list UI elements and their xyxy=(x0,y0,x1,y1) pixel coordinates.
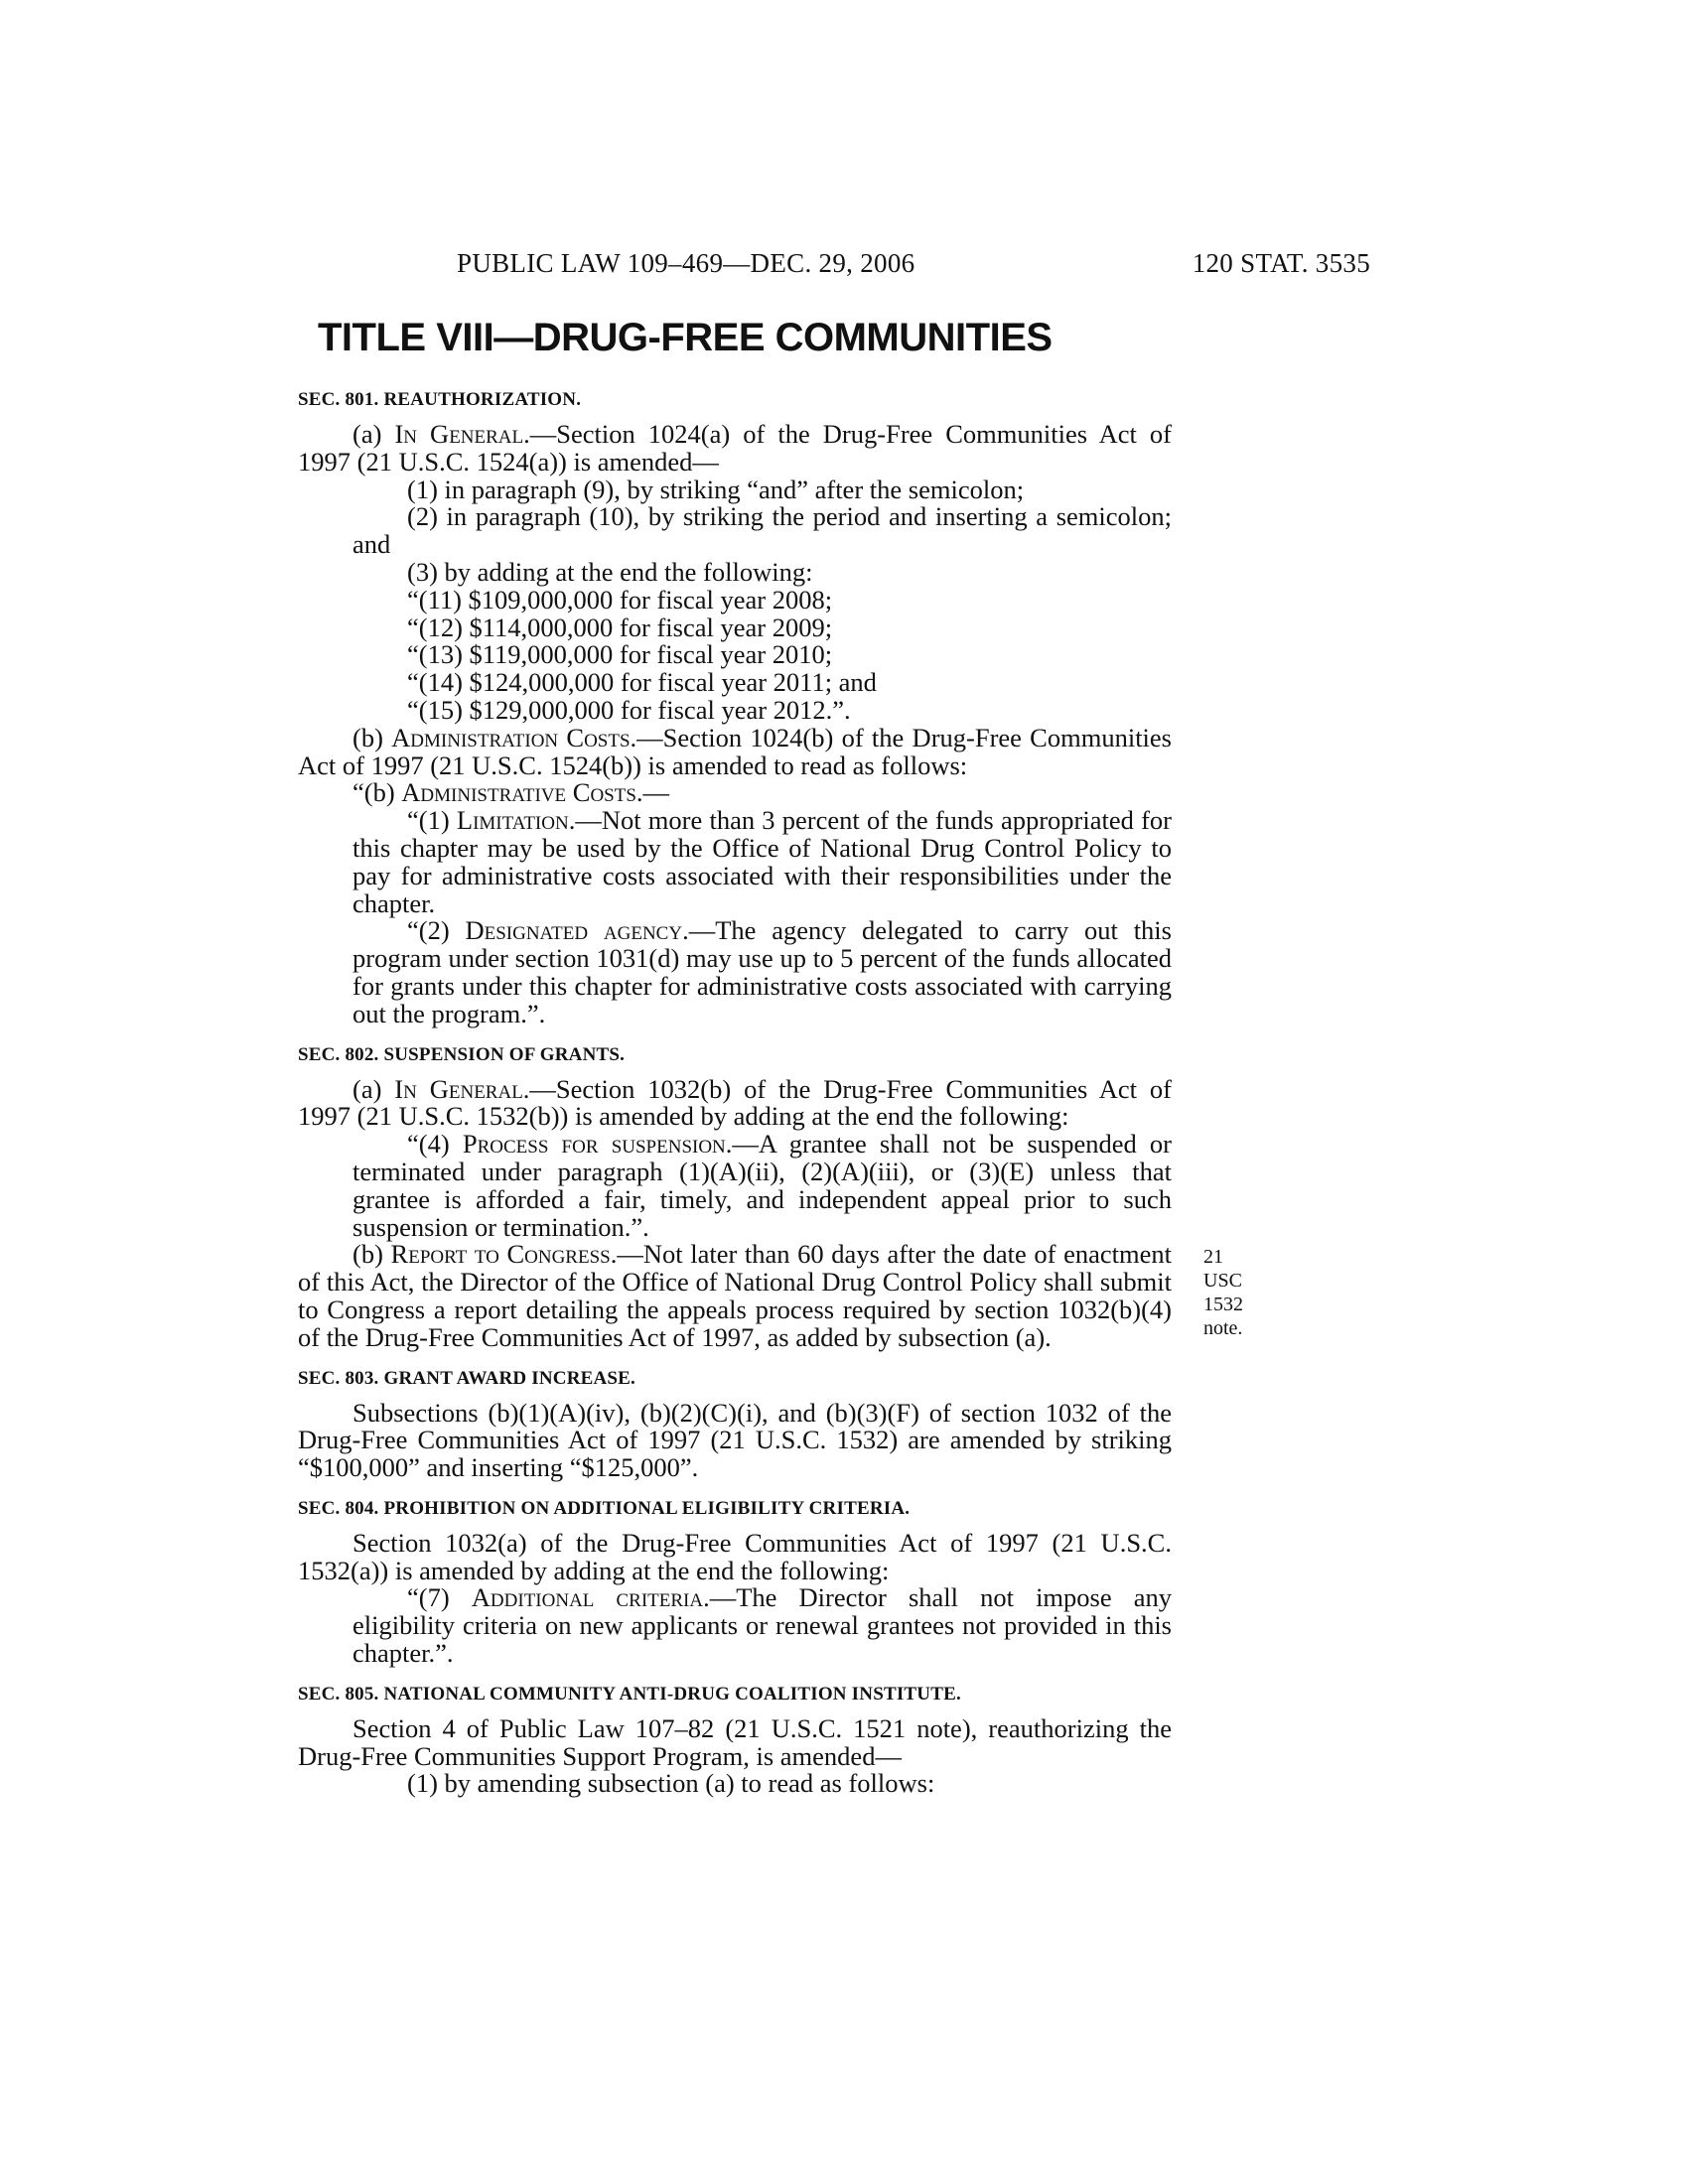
section-805-text: Section 4 of Public Law 107–82 (21 U.S.C. 1521 note), reauthorizing the Drug-Free Communities Support Program, is amended— xyxy=(298,1712,1172,1771)
section-805-heading: SEC. 805. NATIONAL COMMUNITY ANTI-DRUG COALITION INSTITUTE. xyxy=(298,1683,961,1705)
stat-page-number: 120 STAT. 3535 xyxy=(1192,248,1370,278)
title-heading: TITLE VIII—DRUG-FREE COMMUNITIES xyxy=(318,316,1053,359)
caption: Report to Congress xyxy=(390,1239,611,1270)
caption: Limitation xyxy=(456,805,569,836)
caption: In General xyxy=(394,419,524,449)
quoted-paragraph-11: “(11) $109,000,000 for fiscal year 2008; xyxy=(407,584,833,614)
quoted-paragraph-15: “(15) $129,000,000 for fiscal year 2012.”. xyxy=(407,694,851,725)
margin-note-line-1: 21 USC 1532 xyxy=(1203,1246,1243,1316)
section-803-heading: SEC. 803. GRANT AWARD INCREASE. xyxy=(298,1367,635,1389)
section-801-a-2: (2) in paragraph (10), by striking the period and inserting a semicolon; and xyxy=(352,501,1172,560)
running-head: PUBLIC LAW 109–469—DEC. 29, 2006 xyxy=(457,248,915,278)
section-804-text: Section 1032(a) of the Drug-Free Communities Act of 1997 (21 U.S.C. 1532(a)) is amended by adding at the end the following: xyxy=(298,1527,1172,1585)
quoted-paragraph-14: “(14) $124,000,000 for fiscal year 2011; and xyxy=(407,667,877,698)
caption: Administration Costs xyxy=(391,722,631,752)
caption: Administrative Costs xyxy=(401,777,636,808)
page-header xyxy=(298,248,1370,288)
quoted-paragraph-4-process: “(4) Process for suspension.—A grantee shall not be suspended or terminated under paragraph (1)(A)(ii), (2)(A)(iii), or (3)(E) unless that grantee is afforded a fair, timely, and independent appeal prior to such suspension or termination.”. xyxy=(352,1129,1173,1242)
section-801-heading: SEC. 801. REAUTHORIZATION. xyxy=(298,389,582,410)
section-805-1: (1) by amending subsection (a) to read as follows: xyxy=(407,1768,935,1799)
section-802-b: (b) Report to Congress.—Not later than 60 days after the date of enactment of this Act, the Director of the Office of National Drug Control Policy shall submit to Congress a report detailing the appeals process required by section 1032(b)(4) of the Drug-Free Communities Act of 1997, as added by subsection (a). xyxy=(298,1239,1173,1352)
quoted-paragraph-13: “(13) $119,000,000 for fiscal year 2010; xyxy=(407,639,833,670)
caption: In General xyxy=(394,1073,523,1104)
section-803-text: Subsections (b)(1)(A)(iv), (b)(2)(C)(i), and (b)(3)(F) of section 1032 of the Drug-Free Communities Act of 1997 (21 U.S.C. 1532) are amended by striking “$100,000” and inserting “$125,000”. xyxy=(298,1397,1172,1483)
section-802-b-wrapper xyxy=(298,1239,1243,1352)
section-801-b: (b) Administration Costs.—Section 1024(b) of the Drug-Free Communities Act of 1997 (21 U.S.C. 1524(b)) is amended to read as follows: xyxy=(298,722,1172,780)
quoted-paragraph-12: “(12) $114,000,000 for fiscal year 2009; xyxy=(407,612,833,642)
margin-note-line-2: note. xyxy=(1203,1317,1243,1340)
quoted-paragraph-1-limitation: “(1) Limitation.—Not more than 3 percent of the funds appropriated for this chapter may be used by the Office of National Drug Control Policy to pay for administrative costs associated with their responsibilities under the chapter. xyxy=(352,805,1172,918)
caption: Designated agency xyxy=(465,915,683,946)
quoted-subsection-b: “(b) Administrative Costs.— xyxy=(352,777,670,808)
quoted-paragraph-2-designated-agency: “(2) Designated agency.—The agency delegated to carry out this program under section 1031(d) may use up to 5 percent of the funds allocated for grants under this chapter for administrative costs associated with carrying out the program.”. xyxy=(352,915,1172,1028)
caption: Additional criteria xyxy=(471,1582,704,1613)
margin-note xyxy=(1203,1245,1243,1340)
caption: Process for suspension xyxy=(462,1129,726,1160)
section-802-a: (a) In General.—Section 1032(b) of the Drug-Free Communities Act of 1997 (21 U.S.C. 1532(b)) is amended by adding at the end the following: xyxy=(298,1073,1172,1132)
section-801-a-1: (1) in paragraph (9), by striking “and” after the semicolon; xyxy=(407,474,1025,504)
section-804-heading: SEC. 804. PROHIBITION ON ADDITIONAL ELIGIBILITY CRITERIA. xyxy=(298,1497,911,1519)
section-801-a: (a) In General.—Section 1024(a) of the Drug-Free Communities Act of 1997 (21 U.S.C. 1524(a)) is amended— xyxy=(298,419,1172,477)
document-body xyxy=(298,389,1243,1799)
quoted-paragraph-7-additional-criteria: “(7) Additional criteria.—The Director shall not impose any eligibility criteria on new applicants or renewal grantees not provided in this chapter.”. xyxy=(352,1582,1172,1669)
section-801-a-3: (3) by adding at the end the following: xyxy=(407,556,813,587)
section-802-heading: SEC. 802. SUSPENSION OF GRANTS. xyxy=(298,1043,626,1065)
